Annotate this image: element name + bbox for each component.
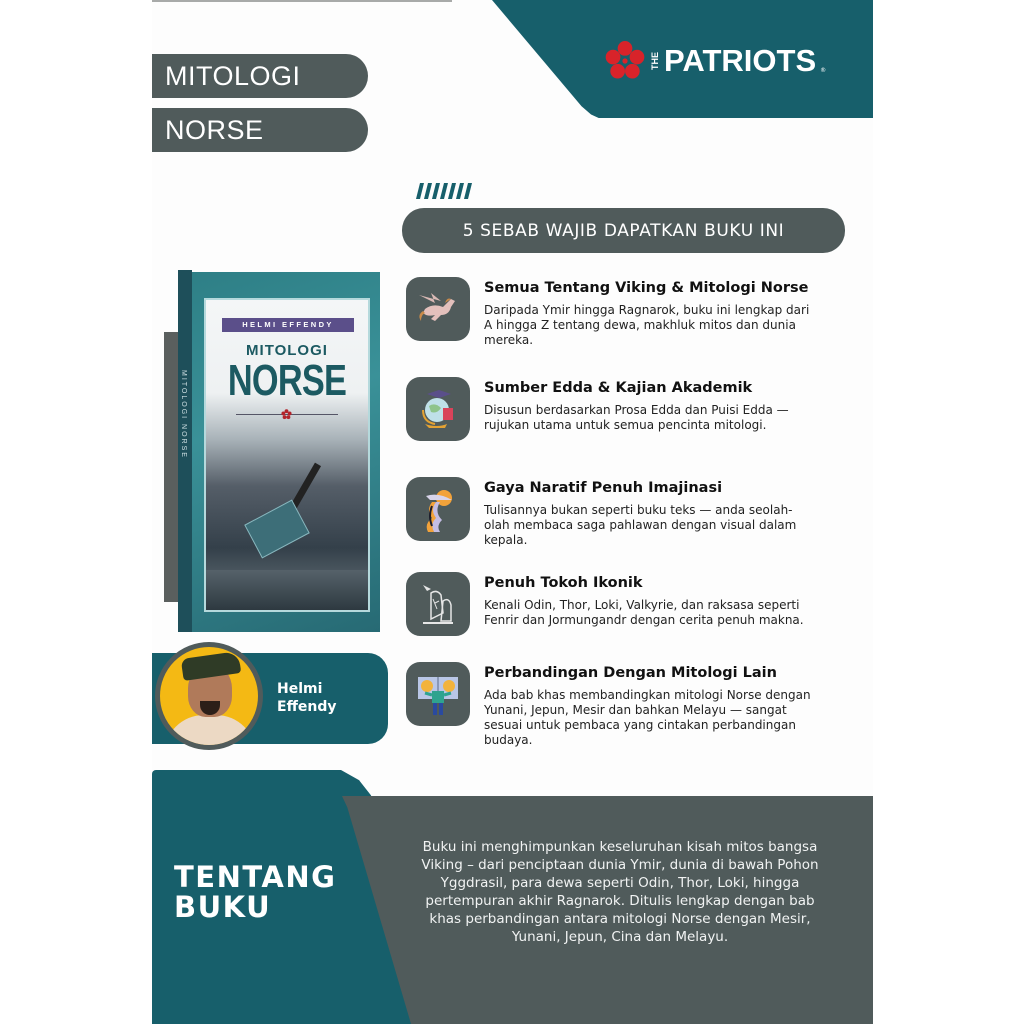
about-heading-line1: TENTANG xyxy=(174,860,337,894)
book-cover-artwork xyxy=(204,298,370,612)
reason-item xyxy=(406,662,826,752)
book-spine-title: MITOLOGI NORSE xyxy=(180,370,187,459)
reason-title: Gaya Naratif Penuh Imajinasi xyxy=(484,480,723,496)
reason-description: Tulisannya bukan seperti buku teks — anda seolah-olah membaca saga pahlawan dengan visual dalam kepala. xyxy=(484,503,797,547)
reason-item xyxy=(406,477,826,547)
book-cover-image xyxy=(164,270,382,636)
reason-item xyxy=(406,377,826,447)
cover-author: HELMI EFFENDY xyxy=(222,318,354,332)
reason-title: Perbandingan Dengan Mitologi Lain xyxy=(484,665,777,681)
reason-item xyxy=(406,572,826,652)
author-name xyxy=(277,680,337,716)
hammer-icon xyxy=(244,500,310,559)
about-heading xyxy=(174,862,336,922)
reason-item xyxy=(406,277,826,347)
book-front-cover xyxy=(192,272,380,632)
reason-title: Semua Tentang Viking & Mitologi Norse xyxy=(484,280,809,296)
stripes-decoration-icon xyxy=(414,183,474,199)
patriots-logo[interactable] xyxy=(604,40,826,82)
cover-title-main: NORSE xyxy=(227,356,347,405)
author-last-name: Effendy xyxy=(277,699,337,715)
logo-name: PATRIOTS xyxy=(664,43,817,78)
reason-title: Sumber Edda & Kajian Akademik xyxy=(484,380,753,396)
title-pill-mitologi: MITOLOGI xyxy=(152,54,368,98)
reason-description: Disusun berdasarkan Prosa Edda dan Puisi Edda —rujukan utama untuk semua pencinta mitologi. xyxy=(484,403,789,432)
flower-logo-icon xyxy=(604,40,646,82)
reason-description: Daripada Ymir hingga Ragnarok, buku ini lengkap dari A hingga Z tentang dewa, makhluk mitos dan dunia mereka. xyxy=(484,303,810,347)
imagination-path-icon xyxy=(406,477,470,541)
reason-title: Penuh Tokoh Ikonik xyxy=(484,575,643,591)
about-description: Buku ini menghimpunkan keseluruhan kisah mitos bangsa Viking – dari penciptaan dunia Ymir, dunia di bawah Pohon Yggdrasil, para dewa seperti Odin, Thor, Loki, hingga pertempuran akhir Ragnarok. Ditulis lengkap dengan bab khas perbandingan antara mitologi Norse dengan Mesir, Yunani, Jepun, Cina dan Melayu. xyxy=(421,839,819,945)
cracked-ground xyxy=(206,570,368,610)
top-divider xyxy=(152,0,452,2)
logo-prefix: THE xyxy=(650,52,660,70)
title-pill-norse: NORSE xyxy=(152,108,368,152)
cover-title-top: MITOLOGI xyxy=(246,342,328,359)
author-first-name: Helmi xyxy=(277,681,323,697)
statue-figures-icon xyxy=(406,572,470,636)
reasons-header: 5 SEBAB WAJIB DAPATKAN BUKU INI xyxy=(402,208,845,253)
registered-mark: ® xyxy=(820,67,827,74)
about-heading-line2: BUKU xyxy=(174,890,272,924)
author-avatar xyxy=(155,642,263,750)
pegasus-icon xyxy=(406,277,470,341)
reason-description: Ada bab khas membandingkan mitologi Norse dengan Yunani, Jepun, Mesir dan bahkan Melayu — sangat sesuai untuk pembaca yang cintakan perbandingan budaya. xyxy=(484,688,811,747)
cover-flower-icon xyxy=(281,409,292,420)
globe-graduation-icon xyxy=(406,377,470,441)
reason-description: Kenali Odin, Thor, Loki, Valkyrie, dan raksasa seperti Fenrir dan Jormungandr dengan cerita penuh makna. xyxy=(484,598,804,627)
comparison-person-icon xyxy=(406,662,470,726)
book-promo-page xyxy=(152,0,873,1024)
